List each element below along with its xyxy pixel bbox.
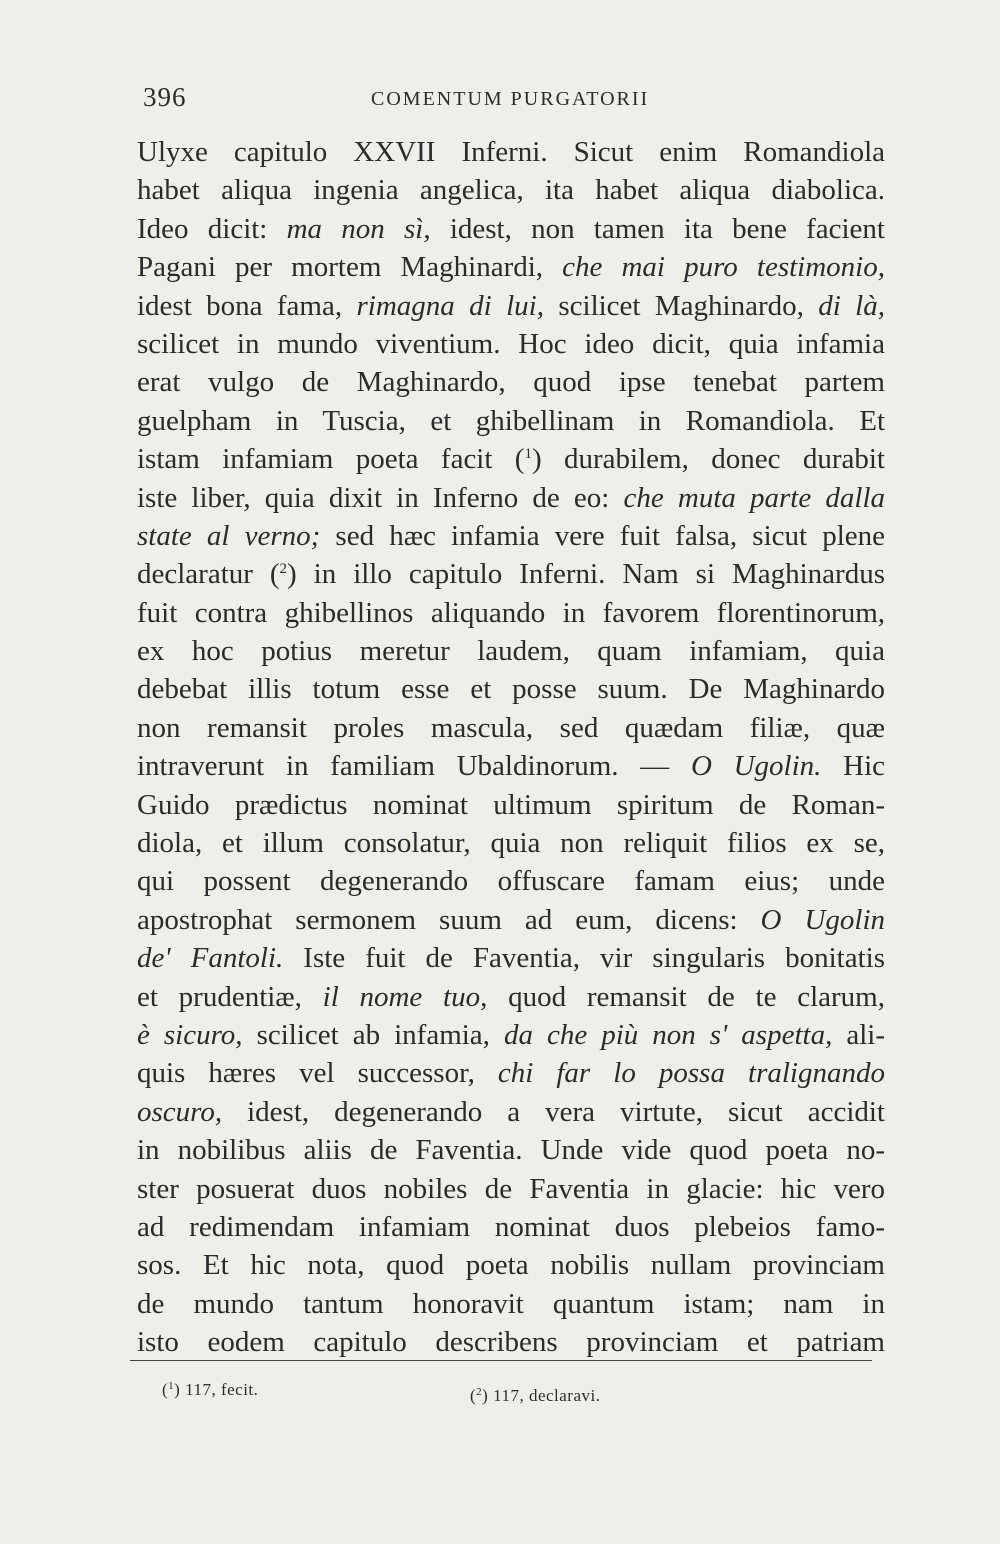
italic-quote: ma non sì,	[286, 212, 431, 245]
text-run: et prudentiæ,	[137, 980, 323, 1013]
text-line	[137, 670, 885, 708]
text-line	[137, 479, 885, 517]
text-run: Ulyxe capitulo XXVII Inferni. Sicut enim Romandiola	[137, 136, 885, 168]
text-run: sos. Et hic nota, quod poeta nobilis nullam provinciam	[137, 1249, 885, 1282]
text-line	[137, 747, 885, 785]
italic-quote: chi far lo possa tralignando	[497, 1057, 885, 1090]
italic-quote: che muta parte dalla	[623, 481, 885, 514]
text-line	[137, 210, 885, 248]
text-line	[137, 594, 885, 632]
italic-quote: è sicuro,	[137, 1018, 243, 1051]
text-run: guelpham in Tuscia, et ghibellinam in Romandiola. Et	[137, 404, 885, 437]
italic-quote: O Ugolin.	[690, 750, 822, 783]
running-title: COMENTUM PURGATORII	[371, 88, 650, 110]
text-line	[137, 1093, 885, 1131]
text-line	[137, 632, 885, 670]
text-line	[137, 1054, 885, 1092]
text-line	[137, 440, 885, 478]
footnote-rule	[130, 1360, 872, 1361]
page-header	[143, 82, 883, 122]
italic-quote: rimagna di lui,	[356, 289, 544, 322]
text-run: quis hæres vel successor,	[137, 1057, 498, 1090]
footnote-text: ) 117, declaravi.	[482, 1386, 601, 1405]
text-run: scilicet in mundo viventium. Hoc ideo dicit, quia infamia	[137, 327, 885, 360]
text-run: iste liber, quia dixit in Inferno de eo:	[137, 481, 624, 514]
italic-quote: di là,	[818, 289, 885, 322]
text-line	[137, 555, 885, 593]
footnote-mark: 2	[476, 1386, 483, 1398]
italic-quote: state al verno;	[137, 519, 321, 552]
italic-quote: il nome tuo,	[322, 980, 488, 1013]
text-line	[137, 862, 885, 900]
text-run: apostrophat sermonem suum ad eum, dicens:	[137, 903, 761, 936]
text-run: habet aliqua ingenia angelica, ita habet aliqua diabolica.	[137, 174, 885, 207]
text-line	[137, 248, 885, 286]
text-line	[137, 978, 885, 1016]
text-run: in nobilibus aliis de Faventia. Unde vide quod poeta no-	[137, 1134, 885, 1167]
text-line	[137, 786, 885, 824]
text-line	[137, 363, 885, 401]
text-run: erat vulgo de Maghinardo, quod ipse tenebat partem	[137, 366, 885, 399]
text-line	[137, 133, 885, 171]
text-run: istam infamiam poeta facit (	[137, 443, 525, 476]
text-line	[137, 517, 885, 555]
footnote-1: ($^1$) 117, fecit.	[162, 1380, 259, 1399]
text-run: scilicet ab infamia,	[242, 1018, 504, 1051]
footnote-mark: 1	[168, 1380, 175, 1392]
text-run: Hic	[821, 750, 885, 783]
footnote-text: ) 117, fecit.	[174, 1380, 259, 1399]
text-line	[137, 1246, 885, 1284]
text-run: fuit contra ghibellinos aliquando in favorem florentinorum,	[137, 596, 885, 629]
text-run: Iste fuit de Faventia, vir singularis bonitatis	[283, 942, 885, 975]
text-run: intraverunt in familiam Ubaldinorum. —	[137, 750, 691, 783]
text-line	[137, 1016, 885, 1054]
footnote-reference: 2	[279, 561, 288, 578]
text-run: ex hoc potius meretur laudem, quam infamiam, quia	[137, 635, 885, 668]
page-number: 396	[143, 82, 187, 112]
text-run: de mundo tantum honoravit quantum istam; nam in	[137, 1287, 885, 1320]
text-run: qui possent degenerando offuscare famam eius; unde	[137, 865, 885, 898]
text-line	[137, 287, 885, 325]
text-run: ) in illo capitulo Inferni. Nam si Maghinardus	[287, 558, 885, 591]
text-run: ad redimendam infamiam nominat duos plebeios famo-	[137, 1210, 885, 1243]
text-run: Pagani per mortem Maghinardi,	[137, 251, 563, 284]
italic-quote: da che più non s' aspetta,	[503, 1018, 833, 1051]
italic-quote: O Ugolin	[760, 903, 886, 936]
text-run: idest bona fama,	[137, 289, 357, 322]
text-line	[137, 1208, 885, 1246]
text-line	[137, 1170, 885, 1208]
text-line	[137, 325, 885, 363]
italic-quote: de' Fantoli.	[137, 942, 284, 975]
text-run: diola, et illum consolatur, quia non reliquit filios ex se,	[137, 827, 885, 860]
footnote-2: ($^2$) 117, declaravi.	[470, 1386, 601, 1405]
text-line	[137, 901, 885, 939]
text-run: Guido prædictus nominat ultimum spiritum de Roman-	[137, 788, 885, 821]
text-run: non remansit proles mascula, sed quædam filiæ, quæ	[137, 711, 885, 744]
text-run: ster posuerat duos nobiles de Faventia in glacie: hic vero	[137, 1172, 885, 1205]
text-line	[137, 1285, 885, 1323]
text-run: scilicet Maghinardo,	[543, 289, 819, 322]
text-line	[137, 939, 885, 977]
text-line	[137, 1131, 885, 1169]
text-line	[137, 1323, 885, 1361]
italic-quote: oscuro,	[137, 1095, 223, 1128]
text-run: quod remansit de te clarum,	[487, 980, 885, 1013]
text-run: isto eodem capitulo describens provinciam et patriam	[137, 1326, 885, 1359]
text-run: idest, non tamen ita bene facient	[430, 212, 885, 245]
footnote-reference: 1	[524, 446, 532, 463]
text-run: ali-	[832, 1018, 886, 1051]
text-line	[137, 402, 885, 440]
text-run: debebat illis totum esse et posse suum. De Maghinardo	[137, 673, 885, 706]
text-line	[137, 824, 885, 862]
text-run: sed hæc infamia vere fuit falsa, sicut plene	[320, 519, 885, 552]
text-run: idest, degenerando a vera virtute, sicut accidit	[222, 1095, 885, 1128]
text-run: Ideo dicit:	[137, 212, 287, 245]
italic-quote: che mai puro testimonio,	[562, 251, 885, 284]
text-run: declaratur (	[137, 558, 280, 591]
text-line	[137, 171, 885, 209]
text-run: ) durabilem, donec durabit	[531, 443, 885, 476]
body-text	[137, 133, 885, 1362]
text-line	[137, 709, 885, 747]
